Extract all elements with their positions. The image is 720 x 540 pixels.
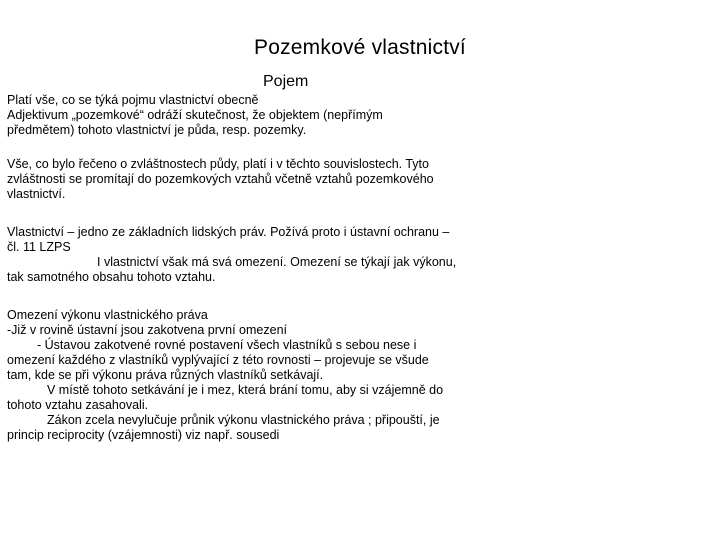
- text-line: čl. 11 LZPS: [7, 240, 71, 254]
- slide-title: Pozemkové vlastnictví: [254, 36, 466, 59]
- text-line: Adjektivum „pozemkové“ odráží skutečnost, že objektem (nepřímým: [7, 108, 383, 122]
- text-line: - Ústavou zakotvené rovné postavení všech vlastníků s sebou nese i: [37, 338, 417, 352]
- slide-body: [7, 93, 552, 443]
- text-line: tam, kde se při výkonu práva různých vlastníků setkávají.: [7, 368, 324, 382]
- text-line: zvláštnosti se promítají do pozemkových vztahů včetně vztahů pozemkového: [7, 172, 434, 186]
- text-line: -Již v rovině ústavní jsou zakotvena první omezení: [7, 323, 287, 337]
- paragraph-limitations: [7, 308, 552, 443]
- text-line: V místě tohoto setkávání je i mez, která brání tomu, aby si vzájemně do: [47, 383, 444, 397]
- text-line: tak samotného obsahu tohoto vztahu.: [7, 270, 216, 284]
- text-line: předmětem) tohoto vlastnictví je půda, resp. pozemky.: [7, 123, 307, 137]
- paragraph-general: [7, 93, 552, 138]
- text-line: tohoto vztahu zasahovali.: [7, 398, 149, 412]
- text-line: Platí vše, co se týká pojmu vlastnictví obecně: [7, 93, 259, 107]
- text-line: Vlastnictví – jedno ze základních lidských práv. Požívá proto i ústavní ochranu –: [7, 225, 450, 239]
- spacer: [7, 138, 552, 157]
- paragraph-soil-specifics: [7, 157, 552, 202]
- text-line: princip reciprocity (vzájemnosti) viz např. sousedi: [7, 428, 280, 442]
- text-line: omezení každého z vlastníků vyplývající z této rovnosti – projevuje se všude: [7, 353, 429, 367]
- paragraph-ownership-right: [7, 225, 552, 285]
- spacer: [7, 202, 552, 225]
- text-line: Vše, co bylo řečeno o zvláštnostech půdy, platí i v těchto souvislostech. Tyto: [7, 157, 429, 171]
- text-line: Omezení výkonu vlastnického práva: [7, 308, 208, 322]
- spacer: [7, 285, 552, 308]
- text-line: vlastnictví.: [7, 187, 66, 201]
- slide-subtitle: Pojem: [263, 73, 309, 90]
- text-line: Zákon zcela nevylučuje průnik výkonu vlastnického práva ; připouští, je: [47, 413, 440, 427]
- text-line: I vlastnictví však má svá omezení. Omezení se týkají jak výkonu,: [97, 255, 457, 269]
